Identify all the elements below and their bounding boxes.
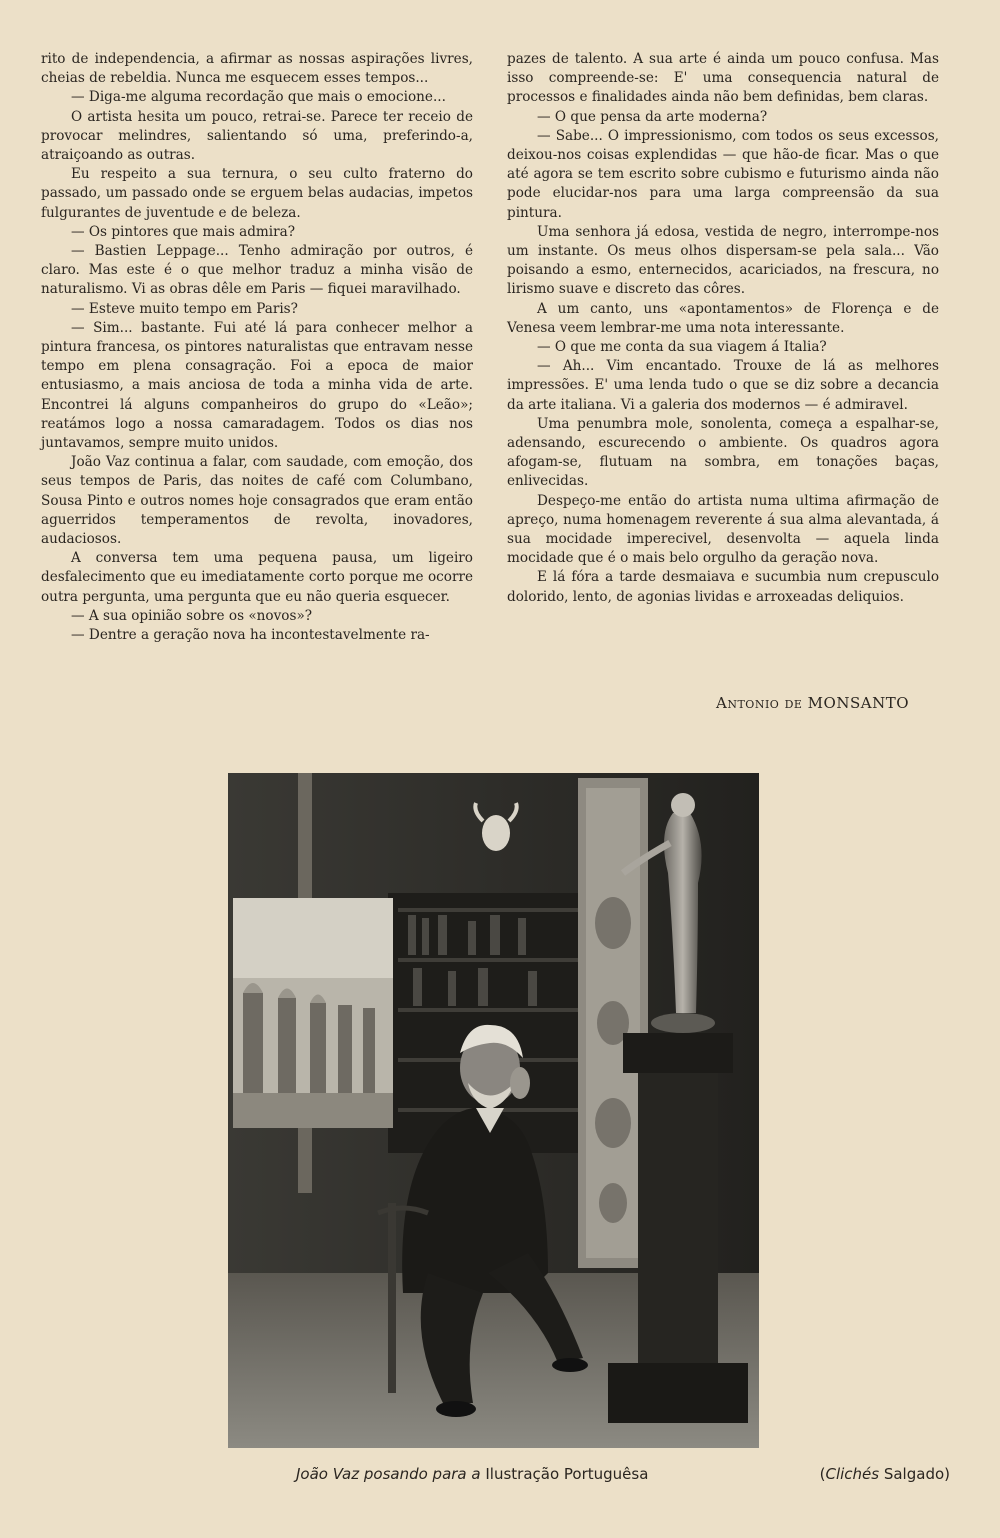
paragraph: E lá fóra a tarde desmaiava e sucumbia num crepusculo dolorido, lento, de agonias lividas e arroxeadas deliquios. — [507, 569, 939, 605]
caption-publication: Ilustração Portuguêsa — [485, 1465, 649, 1483]
paragraph: O artista hesita um pouco, retrai-se. Parece ter receio de provocar melindres, salientando só uma, preferindo-a, atraiçoando as outras. — [41, 108, 473, 164]
paragraph: — Sim... bastante. Fui até lá para conhecer melhor a pintura francesa, os pintores naturalistas que entravam nesse tempo em plena consagração. Foi a epoca de maior entusiasmo, a mais anciosa de toda a minha vida de arte. Encontrei lá alguns companheiros do grupo do «Leão»; reatámos logo a nossa camaradagem. Todos os dias nos juntavamos, sempre muito unidos. — [41, 319, 473, 452]
paragraph: — O que me conta da sua viagem á Italia? — [537, 339, 827, 356]
paragraph: — Sabe... O impressionismo, com todos os seus excessos, deixou-nos coisas explendidas — que hão-de ficar. Mas o que até agora se tem escrito sobre cubismo e futurismo ainda não pode elucidar-nos para uma larga compreensão da sua pintura. — [507, 127, 939, 221]
credit-italic: Clichés — [825, 1465, 880, 1483]
paragraph: Eu respeito a sua ternura, o seu culto fraterno do passado, um passado onde se erguem belas audacias, impetos fulgurantes de juventude e de beleza. — [41, 166, 473, 221]
credit-rest: Salgado) — [879, 1465, 950, 1483]
paragraph: Uma senhora já edosa, vestida de negro, interrompe-nos um instante. Os meus olhos dispersam-se pela sala... Vão poisando a esmo, enternecidos, acariciados, na frescura, no lirismo suave e discreto das côres. — [507, 223, 939, 298]
paragraph: Despeço-me então do artista numa ultima afirmação de apreço, numa homenagem reverente á sua alma alevantada, á sua mocidade imperecivel, desenvolta — aquela linda mocidade que é o mais belo orgulho da geração nova. — [507, 492, 939, 567]
author-signature: Antonio de MONSANTO — [716, 694, 910, 712]
paragraph: — Dentre a geração nova ha incontestavelmente ra- — [71, 627, 430, 644]
caption-text — [296, 1465, 648, 1483]
paragraph: rito de independencia, a afirmar as nossas aspirações livres, cheias de rebeldia. Nunca me esquecem esses tempos... — [41, 51, 473, 87]
paragraph: — Esteve muito tempo em Paris? — [71, 300, 298, 317]
paragraph: pazes de talento. A sua arte é ainda um pouco confusa. Mas isso compreende-se: E' uma consequencia natural de processos e finalidades ainda não bem definidas, bem claras. — [507, 51, 939, 106]
paragraph: A um canto, uns «apontamentos» de Florença e de Venesa veem lembrar-me uma nota interessante. — [507, 300, 939, 336]
paragraph: — Bastien Leppage... Tenho admiração por outros, é claro. Mas este é o que melhor traduz a minha visão de naturalismo. Vi as obras dêle em Paris — fiquei maravilhado. — [41, 243, 473, 298]
paragraph: — Diga-me alguma recordação que mais o emocione... — [71, 89, 446, 106]
caption-italic: João Vaz posando para a — [296, 1465, 481, 1483]
studio-photograph — [228, 773, 759, 1448]
article-right-column — [507, 50, 939, 607]
paragraph: — A sua opinião sobre os «novos»? — [71, 607, 313, 624]
paragraph: — O que pensa da arte moderna? — [537, 108, 768, 125]
paragraph: — Os pintores que mais admira? — [71, 223, 296, 240]
photo-credit — [820, 1465, 950, 1483]
credit-open: ( — [819, 1465, 826, 1483]
paragraph: — Ah... Vim encantado. Trouxe de lá as melhores impressões. E' uma lenda tudo o que se diz sobre a decancia da arte italiana. Vi a galeria dos modernos — é admiravel. — [507, 358, 939, 413]
paragraph: Uma penumbra mole, sonolenta, começa a espalhar-se, adensando, escurecendo o ambiente. Os quadros agora afogam-se, flutuam na sombra, em tonações baças, enlivecidas. — [507, 415, 939, 490]
paragraph: A conversa tem uma pequena pausa, um ligeiro desfalecimento que eu imediatamente corto porque me ocorre outra pergunta, uma pergunta que eu não queria esquecer. — [41, 550, 473, 605]
paragraph: João Vaz continua a falar, com saudade, com emoção, dos seus tempos de Paris, das noites de café com Columbano, Sousa Pinto e outros nomes hoje consagrados que eram então aguerridos temperamentos de revolta, inovadores, audaciosos. — [41, 454, 473, 548]
photograph-illustration — [228, 773, 759, 1448]
article-left-column — [41, 50, 473, 645]
